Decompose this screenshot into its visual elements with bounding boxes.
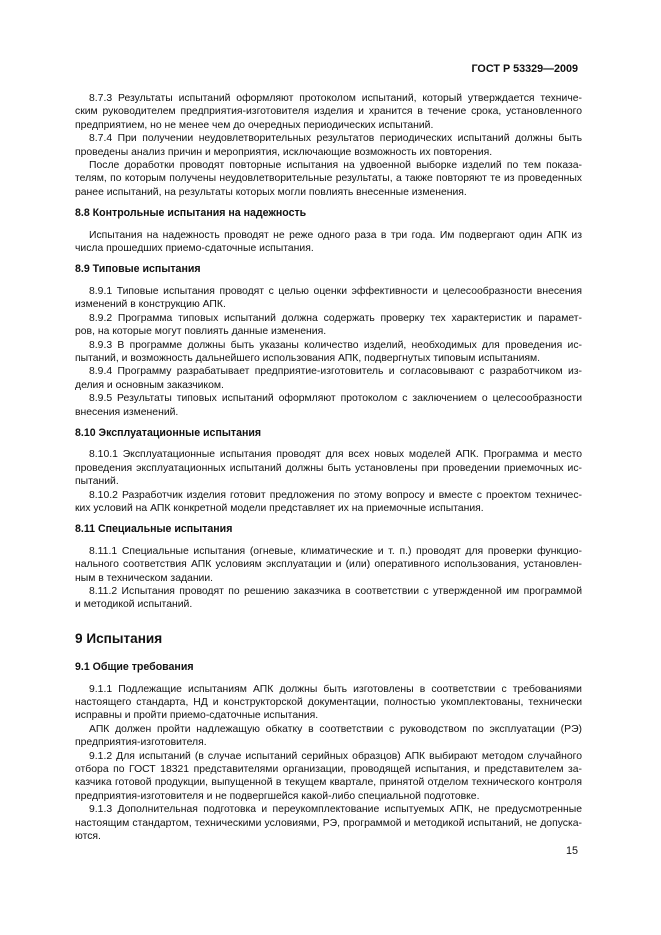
paragraph: [75, 92, 582, 132]
text-line: ным в техническом задании.: [75, 572, 214, 584]
text-line: 8.7.4 При получении неудовлетворительных результатов периодических испытаний должны быть: [89, 133, 582, 145]
text-line: 9.1.2 Для испытаний (в случае испытаний серийных образцов) АПК выбирают методом случайного: [89, 750, 582, 762]
paragraph: [75, 132, 582, 159]
text-line: телям, по которым получены неудовлетворительные результаты, а также повторяют те из проведенных: [75, 173, 582, 185]
text-line: настоящего стандарта, НД и конструкторской документации, полностью укомплектованы, технически: [75, 697, 582, 709]
text-line: 9.1.1 Подлежащие испытаниям АПК должны быть изготовлены в соответствии с требованиями: [89, 683, 582, 695]
subsection-heading: 8.10 Эксплуатационные испытания: [75, 426, 262, 439]
text-line: предприятием, но не менее чем до очередных периодических испытаний.: [75, 119, 434, 131]
text-line: и методикой испытаний.: [75, 599, 193, 611]
text-line: После доработки проводят повторные испытания на удвоенной выборке изделий по тем показа-: [89, 160, 582, 172]
paragraph: [75, 448, 582, 488]
text-line: 8.9.3 В программе должны быть указаны количество изделий, необходимых для проведения ис-: [89, 339, 582, 351]
text-line: пытаний, и возможность дальнейшего использования АПК, подвергнутых типовым испытаниям.: [75, 352, 541, 364]
section-heading: 9 Испытания: [75, 630, 163, 646]
text-line: ранее испытаний, на результаты которых могли повлиять внесенные изменения.: [75, 186, 467, 198]
text-line: ких условий на АПК конкретной модели представляет их на приемочные испытания.: [75, 502, 484, 514]
document-body: [75, 92, 582, 844]
text-line: ров, на которые могут повлиять данные изменения.: [75, 326, 327, 338]
text-line: 9.1.3 Дополнительная подготовка и переукомплектование испытуемых АПК, не предусмотренные: [89, 804, 582, 816]
subsection-heading: 8.11 Специальные испытания: [75, 523, 233, 536]
text-line: 8.10.2 Разработчик изделия готовит предложения по этому вопросу и вместе с проектом техничес-: [89, 489, 582, 501]
paragraph: [75, 229, 582, 256]
text-line: 8.11.2 Испытания проводят по решению заказчика в соответствии с утвержденной им программой: [89, 586, 582, 597]
text-line: 8.9.5 Результаты типовых испытаний оформляют протоколом с заключением о целесообразности: [89, 393, 582, 405]
paragraph: [75, 750, 582, 804]
text-line: проведения эксплуатационных испытаний должны быть установлены при проведении приемочных ис-: [75, 462, 582, 474]
paragraph: [75, 803, 582, 843]
text-line: АПК должен пройти надлежащую обкатку в соответствии с руководством по эксплуатации (РЭ): [89, 723, 582, 735]
paragraph: [75, 339, 582, 366]
text-line: предприятия-изготовителя.: [75, 737, 207, 749]
page-number: 15: [565, 845, 578, 857]
paragraph: [75, 683, 582, 723]
text-line: пытаний.: [75, 476, 119, 488]
text-line: числа прошедших приемо-сдаточные испытания.: [75, 243, 314, 255]
subsection-heading: 9.1 Общие требования: [75, 661, 194, 674]
paragraph: [75, 312, 582, 339]
text-line: ются.: [75, 831, 101, 843]
standard-header: ГОСТ Р 53329—2009: [471, 63, 578, 75]
text-line: 8.10.1 Эксплуатационные испытания проводят для всех новых моделей АПК. Программа и место: [89, 449, 582, 461]
text-line: проведены анализ причин и мероприятия, исключающие возможность их повторения.: [75, 146, 493, 158]
text-line: исправны и пройти приемо-сдаточные испытания.: [75, 710, 319, 722]
subsection-heading: 8.9 Типовые испытания: [75, 263, 201, 276]
paragraph: [75, 285, 582, 312]
text-line: настоящим стандартом, техническими условиями, РЭ, программой и методикой испытаний, не допуска-: [75, 817, 582, 829]
text-line: изменений в конструкцию АПК.: [75, 299, 226, 311]
text-line: внесения изменений.: [75, 406, 179, 418]
text-line: 8.9.1 Типовые испытания проводят с целью оценки эффективности и целесообразности внесения: [89, 285, 582, 297]
text-line: 8.11.1 Специальные испытания (огневые, климатические и т. п.) проводят для проверки функцио-: [89, 545, 582, 557]
text-line: Испытания на надежность проводят не реже одного раза в три года. Им подвергают один АПК из: [89, 229, 582, 241]
text-line: 8.7.3 Результаты испытаний оформляют протоколом испытаний, который утверждается техниче-: [89, 93, 582, 104]
paragraph: [75, 545, 582, 585]
paragraph: [75, 489, 582, 516]
paragraph: [75, 585, 582, 612]
text-line: предприятия-изготовителя и не подвергшейся какой-либо специальной подготовке.: [75, 790, 480, 802]
paragraph: [75, 723, 582, 750]
text-line: казчика готовой продукции, выпущенной в текущем квартале, принятой отделом технического контроля: [75, 777, 582, 789]
text-line: нального соответствия АПК условиям эксплуатации и (или) оперативного использования, установлен-: [75, 559, 582, 571]
text-line: отбора по ГОСТ 18321 представителями организации, проводящей испытания, и представителем за-: [75, 764, 582, 776]
paragraph: [75, 392, 582, 419]
paragraph: [75, 365, 582, 392]
text-line: ским руководителем предприятия-изготовителя изделия и хранится в течение срока, установленного: [75, 106, 582, 118]
paragraph: [75, 159, 582, 199]
text-line: 8.9.4 Программу разрабатывает предприятие-изготовитель и согласовывают с разработчиком из-: [89, 366, 582, 378]
text-line: делия и основным заказчиком.: [75, 379, 224, 391]
subsection-heading: 8.8 Контрольные испытания на надежность: [75, 207, 307, 220]
text-line: 8.9.2 Программа типовых испытаний должна содержать проверку тех характеристик и парамет-: [89, 312, 582, 324]
